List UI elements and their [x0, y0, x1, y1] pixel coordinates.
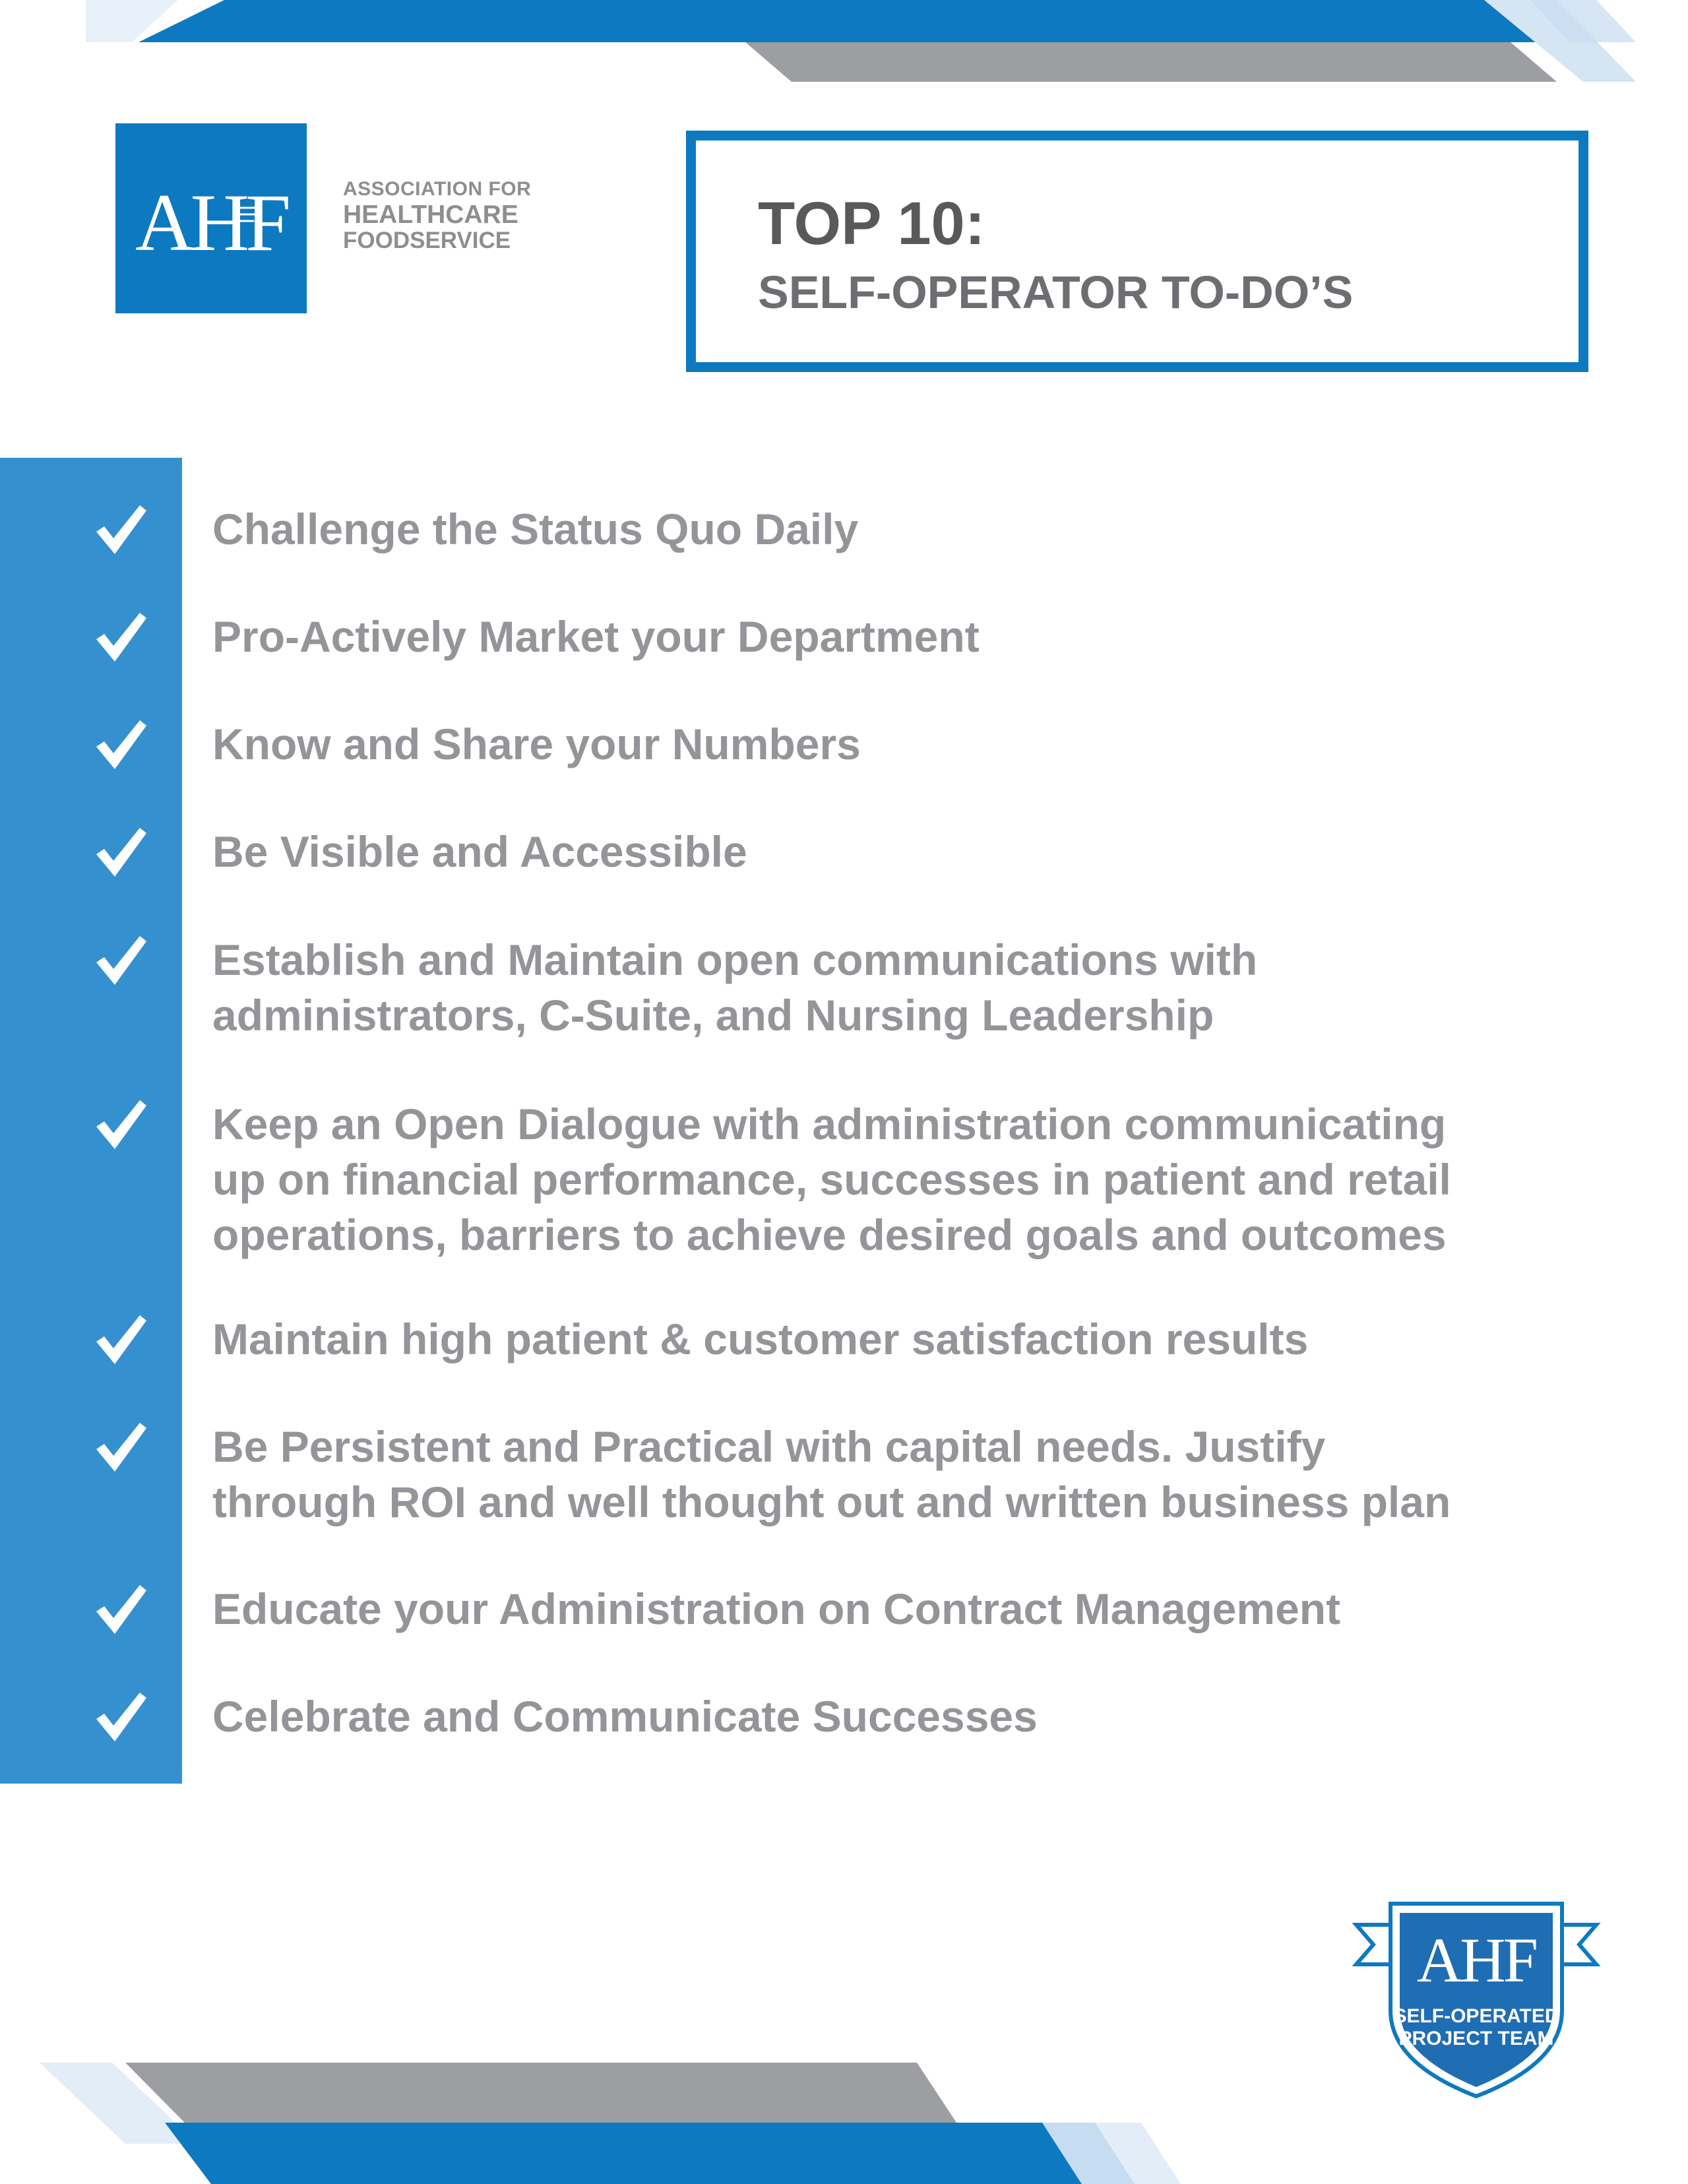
check-icon	[92, 609, 149, 664]
check-icon	[92, 1581, 149, 1637]
logo-wordmark	[343, 179, 531, 252]
check-icon	[92, 932, 149, 987]
badge-line-1: SELF-OPERATED	[1393, 2005, 1559, 2027]
top-decorative-bands	[0, 0, 1688, 92]
todo-text: Keep an Open Dialogue with administration communicating up on financial performance, successes in patient and retail operations, barriers to achieve desired goals and outcomes	[212, 1100, 1451, 1259]
checklist-sidebar	[0, 458, 182, 1784]
todo-text: Be Persistent and Practical with capital needs. Justify through ROI and well thought out and written business plan	[212, 1422, 1451, 1526]
self-operated-project-team-badge	[1351, 1898, 1602, 2099]
todo-text: Celebrate and Communicate Successes	[212, 1692, 1038, 1741]
ahf-monogram-icon	[115, 123, 307, 313]
todo-text: Be Visible and Accessible	[212, 827, 747, 876]
todo-text: Know and Share your Numbers	[212, 720, 861, 768]
check-icon	[92, 501, 149, 557]
logo-line-2: HEALTHCARE	[343, 201, 518, 229]
page-title: TOP 10:	[758, 190, 985, 257]
check-icon	[92, 824, 149, 879]
todo-text: Maintain high patient & customer satisfaction results	[212, 1315, 1309, 1363]
todo-text: Educate your Administration on Contract Management	[212, 1584, 1341, 1633]
svg-text:AHF: AHF	[135, 177, 288, 268]
todo-text: Establish and Maintain open communications with administrators, C-Suite, and Nursing Leadership	[212, 935, 1258, 1040]
check-icon	[92, 1419, 149, 1474]
ahf-logo	[115, 123, 307, 313]
todo-text: Pro-Actively Market your Department	[212, 612, 980, 661]
check-icon	[92, 716, 149, 772]
title-box	[686, 131, 1588, 372]
logo-line-1: ASSOCIATION FOR	[343, 178, 532, 200]
logo-line-3: FOODSERVICE	[343, 228, 511, 253]
badge-line-2: PROJECT TEAM	[1398, 2028, 1554, 2049]
check-icon	[92, 1689, 149, 1744]
todo-text: Challenge the Status Quo Daily	[212, 505, 859, 553]
check-icon	[92, 1096, 149, 1152]
page-subtitle: SELF-OPERATOR TO-DO’S	[758, 266, 1354, 318]
check-icon	[92, 1311, 149, 1367]
svg-text:AHF: AHF	[1416, 1925, 1536, 1995]
